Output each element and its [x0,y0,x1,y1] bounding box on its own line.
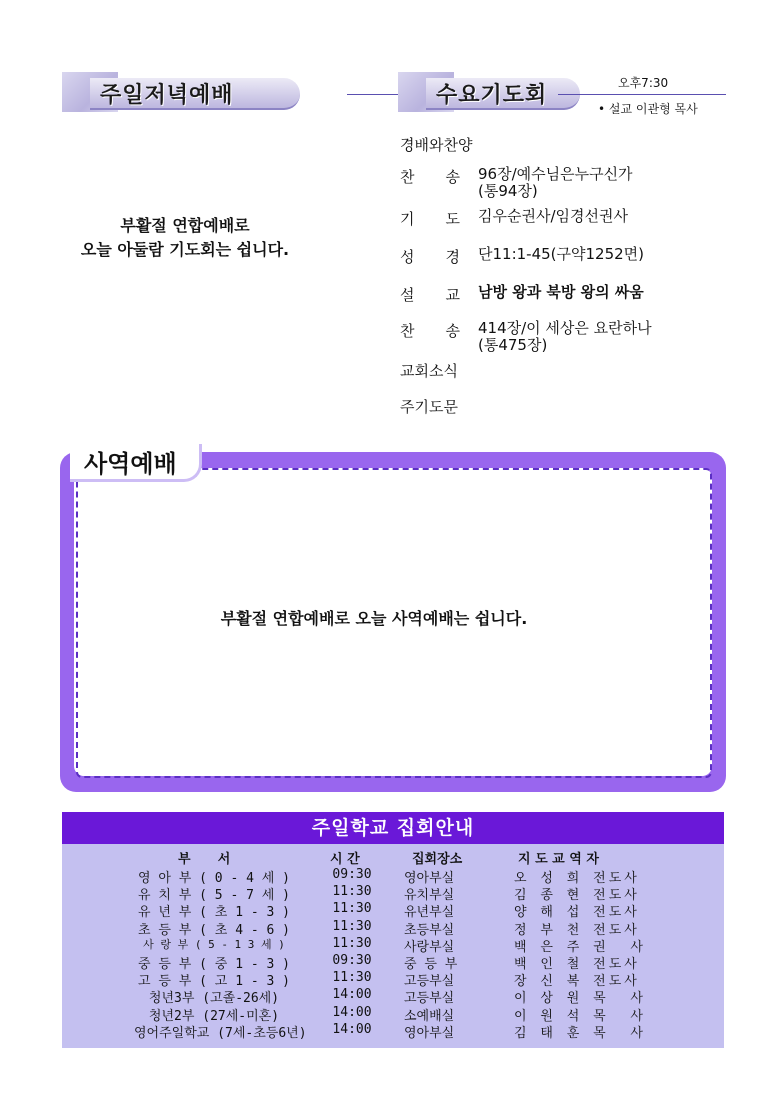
place-cell: 초등부실 [404,922,455,938]
order-value: 96장/예수님은누구신가 [478,165,633,183]
place-cell: 유년부실 [404,905,455,921]
leader-cell: 양 해 섭 전도사 [514,905,640,921]
order-item: 경배와찬양 [400,136,473,154]
time-cell: 11:30 [332,935,372,951]
leader-cell: 김 종 현 전도사 [514,888,640,904]
order-label: 교 [445,286,460,304]
leader-cell: 이 원 석 목 사 [514,1008,646,1024]
place-cell: 고등부실 [404,991,455,1007]
leader-cell: 김 태 훈 목 사 [514,1025,646,1041]
dept-cell: 고 등 부 ( 고 1 - 3 ) [138,974,290,990]
sermon-title: 남방 왕과 북방 왕의 싸움 [478,283,644,301]
place-cell: 유치부실 [404,888,455,904]
column-header-time: 시 간 [330,852,360,867]
evening-notice [60,214,310,262]
place-cell: 소예배실 [404,1008,455,1024]
header-rule [558,94,726,95]
evening-service-title: 주일저녁예배 [90,78,300,110]
order-value: 김우순권사/임경선권사 [478,207,628,225]
dept-cell: 청년3부 (고졸-26세) [148,991,280,1007]
time-cell: 09:30 [332,867,372,882]
evening-service-header [62,72,392,112]
leader-cell: 이 상 원 목 사 [514,991,646,1007]
wednesday-preacher: • 설교 이관형 목사 [598,102,698,116]
wednesday-prayer-title: 수요기도회 [426,78,580,110]
evening-notice-line1: 부활절 연합예배로 [120,216,250,235]
evening-notice-line2: 오늘 아둘람 기도회는 쉽니다. [80,240,290,259]
place-cell: 영아부실 [404,871,455,886]
outreach-title: 사역예배 [70,444,202,482]
column-header-dept: 부 서 [178,852,231,867]
sunday-school-table [62,812,724,1048]
order-label: 기 [400,210,415,228]
time-cell: 11:30 [332,884,372,900]
order-label: 송 [445,322,460,340]
dept-cell: 청년2부 (27세-미혼) [148,1008,280,1024]
place-cell: 고등부실 [404,974,455,990]
leader-cell: 백 인 철 전도사 [514,957,640,972]
time-cell: 09:30 [332,953,372,968]
table-row [62,1022,724,1039]
time-cell: 14:00 [332,1021,372,1037]
table-row [62,936,724,953]
dept-cell: 사 랑 부 ( 5 - 1 3 세 ) [143,937,285,951]
sunday-school-title: 주일학교 집회안내 [62,812,724,844]
order-label: 도 [445,210,460,228]
order-label: 송 [445,168,460,186]
dept-cell: 영 아 부 ( 0 - 4 세 ) [138,871,290,886]
column-header-leader: 지 도 교 역 자 [518,852,599,867]
column-header-place: 집회장소 [412,852,463,867]
leader-cell: 장 신 복 전도사 [514,974,640,990]
order-item: 주기도문 [400,398,458,416]
time-cell: 14:00 [332,1004,372,1020]
order-label: 성 [400,248,415,266]
table-row [62,884,724,904]
dept-cell: 초 등 부 ( 초 4 - 6 ) [138,922,290,938]
outreach-notice: 부활절 연합예배로 오늘 사역예배는 쉽니다. [220,609,528,628]
table-row [62,970,724,990]
place-cell: 중 등 부 [404,957,458,972]
order-value: 414장/이 세상은 요란하나 [478,319,652,337]
time-cell: 11:30 [332,970,372,986]
place-cell: 영아부실 [404,1025,455,1041]
table-row [62,867,724,884]
table-row [62,901,724,921]
table-row [62,987,724,1007]
leader-cell: 백 은 주 권 사 [514,939,646,955]
order-value: 단11:1-45(구약1252면) [478,245,645,263]
order-label: 찬 [400,168,415,186]
leader-cell: 정 부 천 전도사 [514,922,640,938]
time-cell: 14:00 [332,987,372,1003]
place-cell: 사랑부실 [404,939,455,955]
order-label: 찬 [400,322,415,340]
dept-cell: 유 년 부 ( 초 1 - 3 ) [138,905,290,921]
dept-cell: 영어주일학교 (7세-초등6년) [134,1025,307,1041]
table-row [62,1005,724,1022]
wednesday-time: 오후7:30 [618,76,669,90]
dept-cell: 중 등 부 ( 중 1 - 3 ) [138,957,290,972]
time-cell: 11:30 [332,901,372,917]
leader-cell: 오 성 희 전도사 [514,871,640,886]
time-cell: 11:30 [332,918,372,934]
order-item: 교회소식 [400,362,458,380]
order-label: 경 [445,248,460,266]
table-row [62,919,724,936]
order-value-sub: (통475장) [478,336,548,354]
order-label: 설 [400,286,415,304]
dept-cell: 유 치 부 ( 5 - 7 세 ) [138,888,290,904]
table-row [62,953,724,970]
order-value-sub: (통94장) [478,182,538,200]
